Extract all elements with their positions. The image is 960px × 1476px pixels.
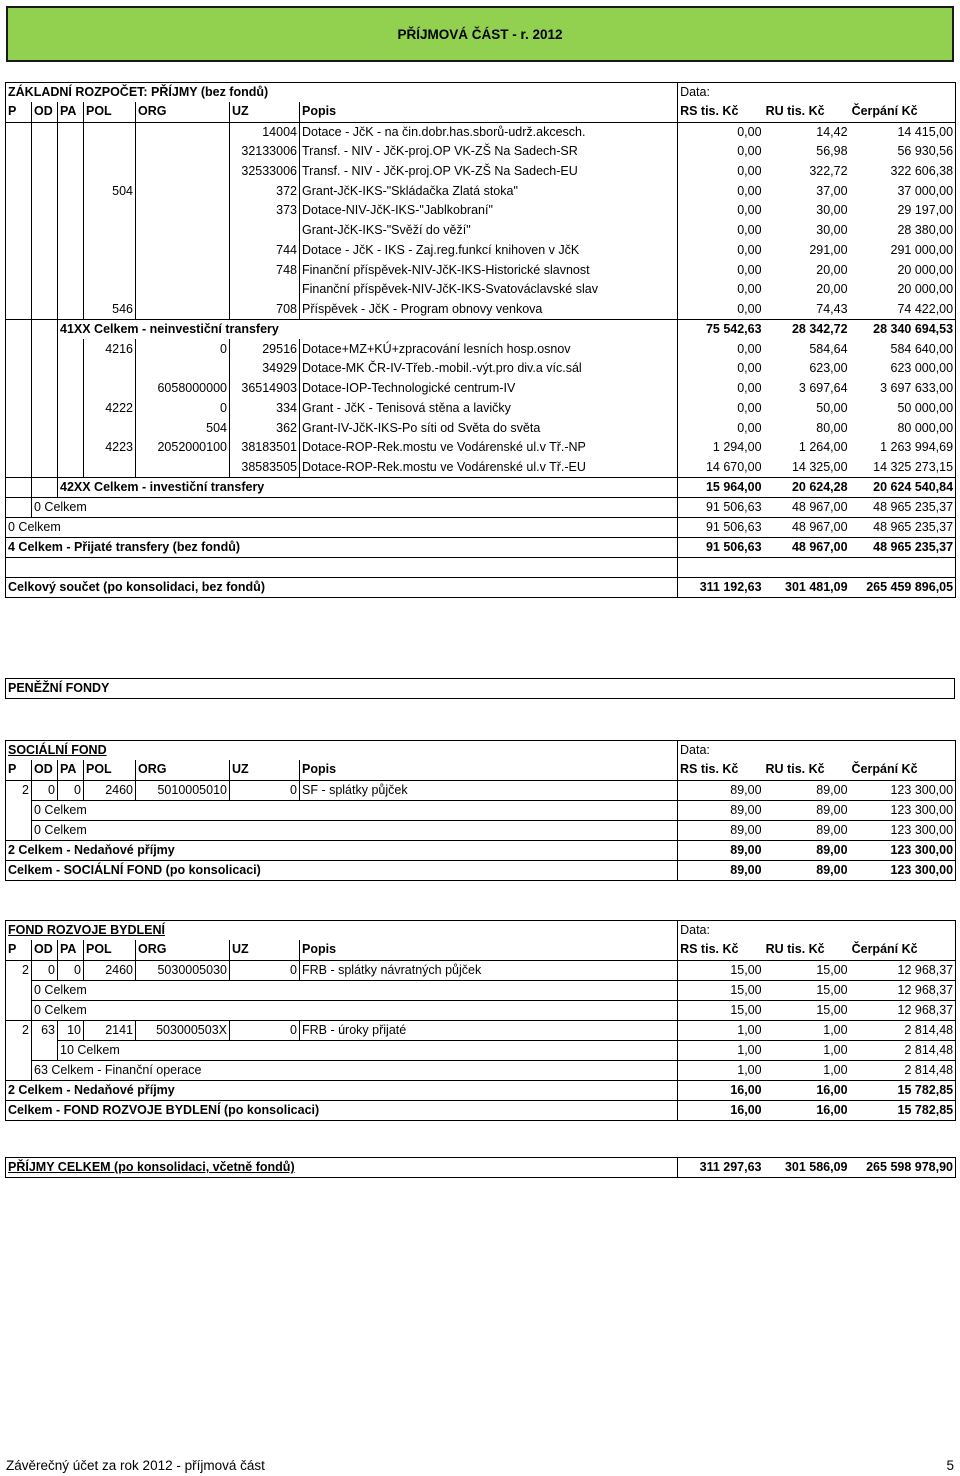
col-popis: Popis [300,102,678,122]
cell-uz: 708 [230,300,300,320]
table-row [6,438,956,458]
cell-uz: 748 [230,260,300,280]
col-pol: POL [84,102,136,122]
cell-rs: 0,00 [678,181,764,201]
table-row [6,280,956,300]
pa-total-row: 0 Celkem 89,00 89,00 123 300,00 [6,800,956,820]
cell-rs: 0,00 [678,260,764,280]
social-column-headers: P OD PA POL ORG UZ Popis RS tis. Kč RU tis. Kč Čerpání Kč [6,760,956,780]
cell-ru: 37,00 [816,183,848,198]
table-row [6,221,956,241]
cell-ru: 14,42 [816,124,848,139]
page-title-banner [6,6,954,62]
cell-ru: 584,64 [809,341,848,356]
social-fund-table: SOCIÁLNÍ FOND Data: P OD PA POL ORG UZ Popis RS tis. Kč RU tis. Kč Čerpání Kč 2 0 0 2460 5010005010 0 SF - splátky půjček 89,00 89,00 123 300,00 0 Celkem 89,00 89,00 123 300,00 0 Celkem 89,00 89,00 123 300,00 2 Celkem - Nedaňové příjmy 89,00 89,00 123 300,00 Celkem - SOCIÁLNÍ FOND (po konsolicaci) 89,00 89,00 123 300,00 [5,740,956,881]
cell-popis: Dotace - JčK - na čin.dobr.has.sborů-udrž.akcesch. [300,122,678,142]
table-row [6,201,956,221]
cell-cerp: 291 000,00 [850,241,956,261]
cell-popis: Finanční příspěvek-NIV-JčK-IKS-Historické slavnost [300,260,678,280]
cell-cerp: 37 000,00 [850,181,956,201]
budget-column-headers [6,102,956,122]
table-row: 2 0 0 2460 5010005010 0 SF - splátky půjček 89,00 89,00 123 300,00 [6,780,956,800]
cell-rs: 0,00 [678,162,764,182]
page-number: 5 [946,1458,954,1473]
cell-pol [84,122,136,142]
cell-rs: 0,00 [678,221,764,241]
cell-uz: 32533006 [230,162,300,182]
table-row [6,300,956,320]
cell-pol [84,359,136,379]
col-pa: PA [58,102,84,122]
table-row [6,260,956,280]
footer-text: Závěrečný účet za rok 2012 - příjmová část [6,1458,265,1473]
cell-popis: Dotace-IOP-Technologické centrum-IV [300,379,678,399]
table-row [6,339,956,359]
cell-ru: 291,00 [809,242,848,257]
grand-total-table [5,1157,956,1178]
grand-total-budget-row: Celkový součet (po konsolidaci, bez fondů) 311 192,63 301 481,09 265 459 896,05 [6,577,956,597]
cell-popis: Dotace+MZ+KÚ+zpracování lesních hosp.osnov [300,339,678,359]
housing-column-headers: P OD PA POL ORG UZ Popis RS tis. Kč RU tis. Kč Čerpání Kč [6,940,956,960]
budget-header-row [6,83,956,103]
cell-org [136,260,230,280]
cell-cerp: 322 606,38 [850,162,956,182]
cell-pol [84,260,136,280]
social-fund-total-row: Celkem - SOCIÁLNÍ FOND (po konsolicaci) 89,00 89,00 123 300,00 [6,860,956,880]
housing-fund-total-row: Celkem - FOND ROZVOJE BYDLENÍ (po konsolicaci) 16,00 16,00 15 782,85 [6,1100,956,1120]
spacer-row [6,558,956,578]
cell-uz: 373 [230,201,300,221]
cell-uz: 36514903 [230,379,300,399]
cell-cerp: 14 325 273,15 [850,458,956,478]
cell-rs: 0,00 [678,418,764,438]
cell-uz: 362 [230,418,300,438]
cell-rs: 0,00 [678,241,764,261]
cell-uz [230,280,300,300]
od-total-row: 63 Celkem - Finanční operace 1,00 1,00 2 814,48 [6,1060,956,1080]
pa-total-row: 0 Celkem 91 506,63 48 967,00 48 965 235,37 [6,498,956,518]
cell-popis: Transf. - NIV - JčK-proj.OP VK-ZŠ Na Sadech-EU [300,162,678,182]
cell-rs: 0,00 [678,339,764,359]
cell-ru: 20,00 [816,262,848,277]
cell-popis: Dotace-ROP-Rek.mostu ve Vodárenské ul.v Tř.-EU [300,458,678,478]
col-p: P [6,102,32,122]
col-rs: RS tis. Kč [678,102,764,122]
col-od: OD [32,102,58,122]
cell-popis: Grant-JčK-IKS-"Svěží do věží" [300,221,678,241]
budget-table [5,82,956,598]
cell-pol [84,221,136,241]
cell-popis: Dotace-NIV-JčK-IKS-"Jablkobraní" [300,201,678,221]
cell-cerp: 14 415,00 [850,122,956,142]
col-cerp: Čerpání Kč [850,102,956,122]
cell-ru: 1 264,00 [798,440,848,455]
cell-org: 2052000100 [136,438,230,458]
cell-uz: 14004 [230,122,300,142]
cell-popis: Grant-IV-JčK-IKS-Po síti od Světa do světa [300,418,678,438]
cell-org [136,241,230,261]
cell-rs: 0,00 [678,201,764,221]
p-total-row: 4 Celkem - Přijaté transfery (bez fondů) 91 506,63 48 967,00 48 965 235,37 [6,538,956,558]
funds-header: PENĚŽNÍ FONDY [5,678,955,699]
table-row [6,458,956,478]
cell-cerp: 80 000,00 [850,418,956,438]
cell-org: 0 [136,399,230,419]
od-total-row: 0 Celkem 89,00 89,00 123 300,00 [6,820,956,840]
housing-fund-title: FOND ROZVOJE BYDLENÍ [8,923,165,938]
p-total-row: 2 Celkem - Nedaňové příjmy 16,00 16,00 15 782,85 [6,1080,956,1100]
cell-org: 0 [136,339,230,359]
cell-ru: 50,00 [816,400,848,415]
cell-rs: 0,00 [678,280,764,300]
cell-rs: 0,00 [678,122,764,142]
od-total-row: 0 Celkem 15,00 15,00 12 968,37 [6,1000,956,1020]
cell-pol: 546 [84,300,136,320]
cell-org: 504 [136,418,230,438]
cell-pol: 504 [84,181,136,201]
cell-popis: Příspěvek - JčK - Program obnovy venkova [300,300,678,320]
cell-pol [84,241,136,261]
table-row: 2 0 0 2460 5030005030 0 FRB - splátky návratných půjček 15,00 15,00 12 968,37 [6,960,956,980]
cell-pol [84,458,136,478]
table-row [6,379,956,399]
cell-cerp: 20 000,00 [850,280,956,300]
cell-uz: 334 [230,399,300,419]
pa-total-row: 0 Celkem 15,00 15,00 12 968,37 [6,980,956,1000]
cell-pol: 4223 [84,438,136,458]
cell-cerp: 28 380,00 [850,221,956,241]
table-row [6,359,956,379]
cell-ru: 14 325,00 [791,459,848,474]
table-row [6,162,956,182]
grand-total-row: PŘÍJMY CELKEM (po konsolidaci, včetně fondů) 311 297,63 301 586,09 265 598 978,90 [6,1158,956,1178]
table-row [6,241,956,261]
col-uz: UZ [230,102,300,122]
cell-rs: 0,00 [678,379,764,399]
cell-ru: 80,00 [816,420,848,435]
cell-ru: 3 697,64 [798,381,848,396]
cell-pol [84,201,136,221]
cell-rs: 1 294,00 [678,438,764,458]
table-row [6,142,956,162]
cell-org [136,280,230,300]
cell-rs: 0,00 [678,399,764,419]
cell-pol [84,142,136,162]
cell-pol [84,418,136,438]
cell-uz: 38583505 [230,458,300,478]
cell-cerp: 56 930,56 [850,142,956,162]
cell-rs: 14 670,00 [678,458,764,478]
cell-org [136,162,230,182]
col-ru: RU tis. Kč [764,102,850,122]
cell-cerp: 1 263 994,69 [850,438,956,458]
cell-popis: Dotace-ROP-Rek.mostu ve Vodárenské ul.v Tř.-NP [300,438,678,458]
cell-uz: 372 [230,181,300,201]
p-total-row: 2 Celkem - Nedaňové příjmy 89,00 89,00 123 300,00 [6,840,956,860]
cell-org [136,142,230,162]
cell-popis: Grant - JčK - Tenisová stěna a lavičky [300,399,678,419]
cell-ru: 56,98 [816,144,848,159]
cell-cerp: 623 000,00 [850,359,956,379]
cell-org [136,300,230,320]
cell-org [136,201,230,221]
cell-ru: 322,72 [809,163,848,178]
table-row [6,418,956,438]
budget-section-title: ZÁKLADNÍ ROZPOČET: PŘÍJMY (bez fondů) [8,85,269,100]
cell-pol [84,280,136,300]
od-total-row: 0 Celkem 91 506,63 48 967,00 48 965 235,37 [6,518,956,538]
cell-popis: Dotace - JčK - IKS - Zaj.reg.funkcí knihoven v JčK [300,241,678,261]
cell-pol [84,162,136,182]
table-row [6,181,956,201]
cell-uz: 34929 [230,359,300,379]
cell-org [136,122,230,142]
cell-rs: 0,00 [678,359,764,379]
cell-pol: 4222 [84,399,136,419]
cell-org [136,359,230,379]
cell-uz: 744 [230,241,300,261]
cell-ru: 20,00 [816,282,848,297]
cell-cerp: 50 000,00 [850,399,956,419]
pa-total-row: 10 Celkem 1,00 1,00 2 814,48 [6,1040,956,1060]
cell-uz [230,221,300,241]
table-row [6,399,956,419]
page-title: PŘÍJMOVÁ ČÁST - r. 2012 [397,26,563,42]
cell-rs: 0,00 [678,142,764,162]
cell-org [136,181,230,201]
cell-org [136,458,230,478]
cell-pol: 4216 [84,339,136,359]
cell-cerp: 29 197,00 [850,201,956,221]
cell-cerp: 584 640,00 [850,339,956,359]
social-fund-title: SOCIÁLNÍ FOND [8,743,107,758]
cell-org [136,221,230,241]
cell-cerp: 3 697 633,00 [850,379,956,399]
table-row [6,122,956,142]
cell-ru: 30,00 [816,203,848,218]
cell-ru: 74,43 [816,301,848,316]
cell-popis: Finanční příspěvek-NIV-JčK-IKS-Svatováclavské slav [300,280,678,300]
cell-ru: 623,00 [809,361,848,376]
cell-uz: 38183501 [230,438,300,458]
cell-rs: 0,00 [678,300,764,320]
cell-org: 6058000000 [136,379,230,399]
cell-popis: Dotace-MK ČR-IV-Třeb.-mobil.-výt.pro div.a víc.sál [300,359,678,379]
housing-fund-table: FOND ROZVOJE BYDLENÍ Data: P OD PA POL ORG UZ Popis RS tis. Kč RU tis. Kč Čerpání Kč 2 0 0 2460 5030005030 0 FRB - splátky návratných půjček 15,00 15,00 12 968,37 0 Celkem 15,00 15,00 12 968,37 0 Celkem 15,00 15,00 12 968,37 2 63 10 2141 503000503X 0 FRB - úroky přijaté 1,00 1,00 2 814,48 10 Celkem 1,00 1,00 2 814,48 63 Celkem - Finanční operace 1,00 1,00 2 814,48 2 Celkem - Nedaňové příjmy 16,00 16,00 15 782,85 Celkem - FOND ROZVOJE BYDLENÍ (po konsolicaci) 16,00 16,00 15 782,85 [5,920,956,1121]
cell-pol [84,379,136,399]
data-label: Data: [678,83,956,103]
cell-ru: 30,00 [816,223,848,238]
cell-cerp: 20 000,00 [850,260,956,280]
cell-uz: 29516 [230,339,300,359]
table-row: 2 63 10 2141 503000503X 0 FRB - úroky přijaté 1,00 1,00 2 814,48 [6,1020,956,1040]
cell-popis: Transf. - NIV - JčK-proj.OP VK-ZŠ Na Sadech-SR [300,142,678,162]
cell-cerp: 74 422,00 [850,300,956,320]
subtotal-41xx: 41XX Celkem - neinvestiční transfery 75 542,63 28 342,72 28 340 694,53 [6,320,956,340]
cell-popis: Grant-JčK-IKS-"Skládačka Zlatá stoka" [300,181,678,201]
subtotal-42xx: 42XX Celkem - investiční transfery 15 964,00 20 624,28 20 624 540,84 [6,478,956,498]
cell-uz: 32133006 [230,142,300,162]
col-org: ORG [136,102,230,122]
